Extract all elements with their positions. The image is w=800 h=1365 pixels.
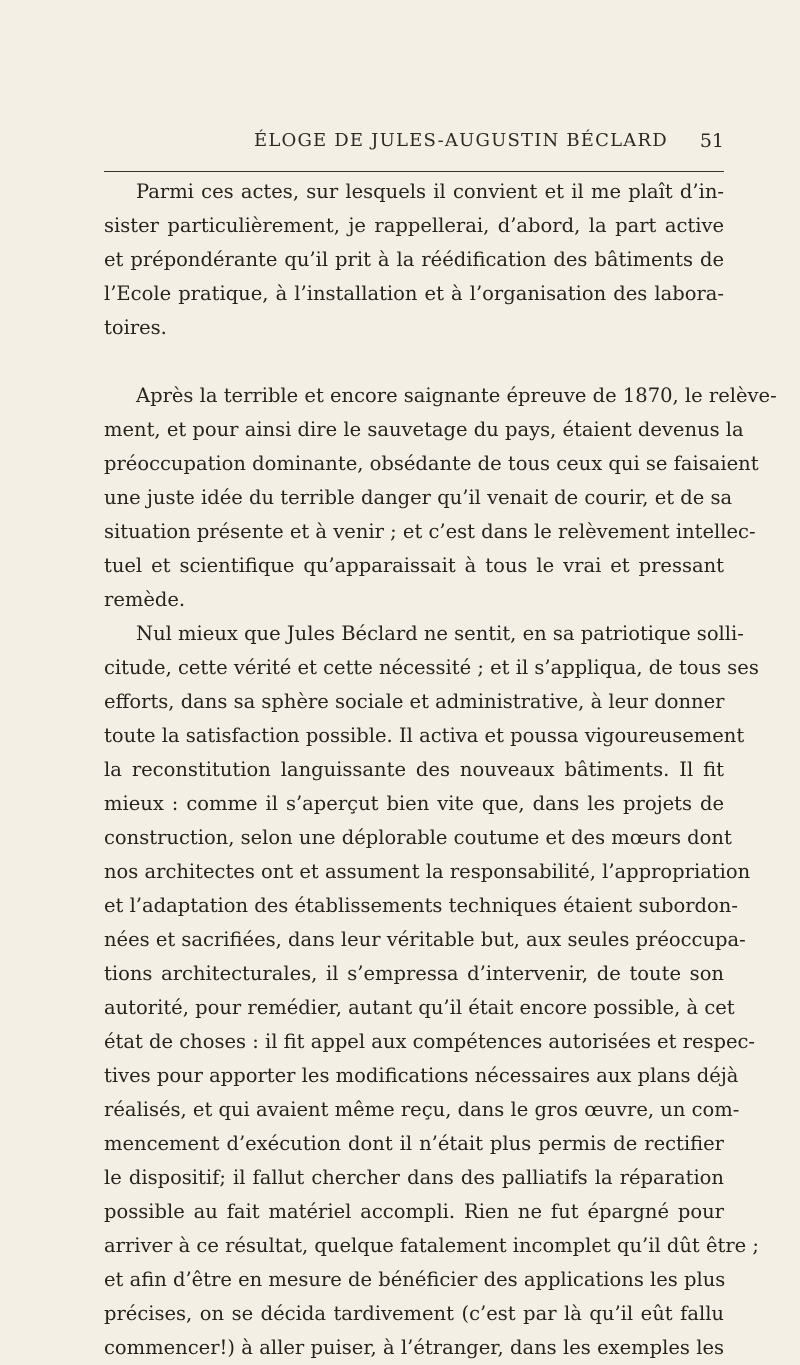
text-line: toires. bbox=[104, 316, 167, 339]
text-line: construction, selon une déplorable coutume et des mœurs dont bbox=[104, 826, 732, 849]
text-line: sister particulièrement, je rappellerai, d’abord, la part active bbox=[104, 214, 724, 237]
text-line: arriver à ce résultat, quelque fatalement incomplet qu’il dût être ; bbox=[104, 1234, 759, 1257]
text-line: nées et sacrifiées, dans leur véritable but, aux seules préoccupa- bbox=[104, 928, 746, 951]
text-line: situation présente et à venir ; et c’est dans le relèvement intellec- bbox=[104, 520, 756, 543]
running-title: ÉLOGE DE JULES-AUGUSTIN BÉCLARD bbox=[254, 130, 668, 151]
text-line: réalisés, et qui avaient même reçu, dans le gros œuvre, un com- bbox=[104, 1098, 740, 1121]
text-line: état de choses : il fit appel aux compétences autorisées et respec- bbox=[104, 1030, 756, 1053]
text-line: tuel et scientifique qu’apparaissait à tous le vrai et pressant bbox=[104, 554, 724, 577]
text-line: une juste idée du terrible danger qu’il venait de courir, et de sa bbox=[104, 486, 733, 509]
text-line: toute la satisfaction possible. Il activa et poussa vigoureusement bbox=[104, 724, 745, 747]
page-number: 51 bbox=[699, 130, 724, 152]
text-line: efforts, dans sa sphère sociale et administrative, à leur donner bbox=[104, 690, 725, 713]
paragraph bbox=[104, 175, 724, 345]
text-line: autorité, pour remédier, autant qu’il était encore possible, à cet bbox=[104, 996, 735, 1019]
text-line: citude, cette vérité et cette nécessité ; et il s’appliqua, de tous ses bbox=[104, 656, 759, 679]
text-line: ment, et pour ainsi dire le sauvetage du pays, étaient devenus la bbox=[104, 418, 744, 441]
text-line: commencer!) à aller puiser, à l’étranger, dans les exemples les bbox=[104, 1336, 724, 1359]
text-line: tives pour apporter les modifications nécessaires aux plans déjà bbox=[104, 1064, 739, 1087]
text-line: préoccupation dominante, obsédante de tous ceux qui se faisaient bbox=[104, 452, 759, 475]
text-line: Parmi ces actes, sur lesquels il convient et il me plaît d’in- bbox=[136, 180, 724, 203]
paragraph bbox=[104, 617, 759, 1365]
text-line: possible au fait matériel accompli. Rien ne fut épargné pour bbox=[104, 1200, 724, 1223]
text-line: et afin d’être en mesure de bénéficier des applications les plus bbox=[104, 1268, 726, 1291]
text-line: Nul mieux que Jules Béclard ne sentit, en sa patriotique solli- bbox=[136, 622, 744, 645]
text-line: la reconstitution languissante des nouveaux bâtiments. Il fit bbox=[104, 758, 724, 781]
text-line: précises, on se décida tardivement (c’est par là qu’il eût fallu bbox=[104, 1302, 724, 1325]
body-text bbox=[104, 175, 777, 1365]
text-line: mieux : comme il s’aperçut bien vite que, dans les projets de bbox=[104, 792, 724, 815]
text-line: remède. bbox=[104, 588, 186, 611]
header-rule bbox=[104, 171, 724, 172]
text-line: et prépondérante qu’il prit à la réédification des bâtiments de bbox=[104, 248, 724, 271]
text-line: l’Ecole pratique, à l’installation et à l’organisation des labora- bbox=[104, 282, 724, 305]
paragraph bbox=[104, 379, 777, 617]
text-line: nos architectes ont et assument la responsabilité, l’appropriation bbox=[104, 860, 751, 883]
text-line: mencement d’exécution dont il n’était plus permis de rectifier bbox=[104, 1132, 724, 1155]
text-line: et l’adaptation des établissements techniques étaient subordon- bbox=[104, 894, 738, 917]
text-line: le dispositif; il fallut chercher dans des palliatifs la réparation bbox=[104, 1166, 724, 1189]
running-head bbox=[104, 130, 724, 160]
text-line: Après la terrible et encore saignante épreuve de 1870, le relève- bbox=[136, 384, 777, 407]
paragraph-gap bbox=[104, 345, 724, 379]
text-line: tions architecturales, il s’empressa d’intervenir, de toute son bbox=[104, 962, 724, 985]
